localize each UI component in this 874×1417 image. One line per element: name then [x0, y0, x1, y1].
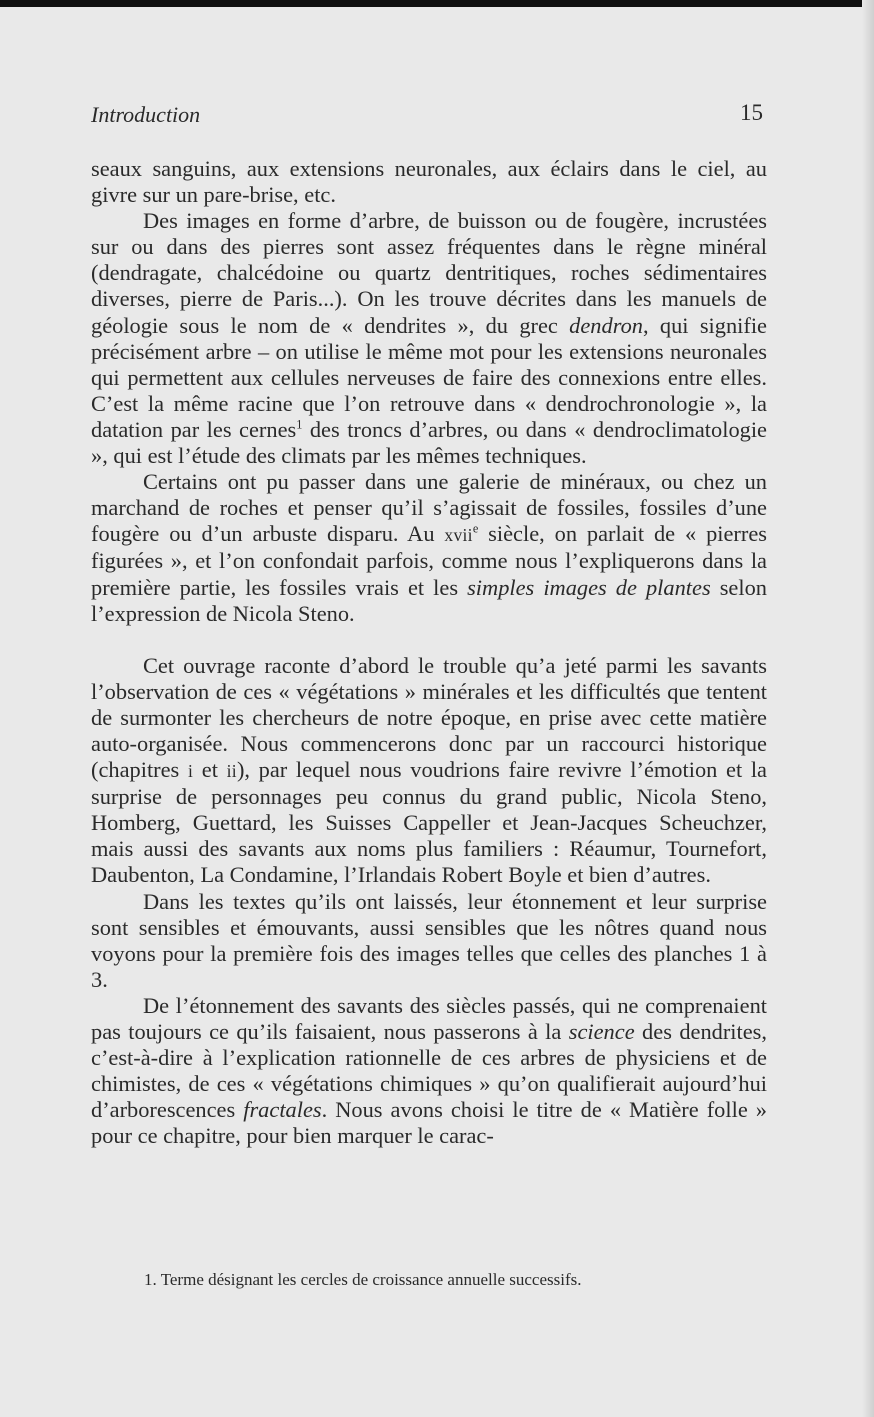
scan-top-border [0, 0, 874, 7]
italic-quote: simples images de plantes [467, 574, 711, 600]
page-header [91, 100, 763, 130]
text-run: ), par lequel nous voudrions faire revivre l’émotion et la surprise de personnages peu connus du grand public, Nicola Steno, Homberg, Guettard, les Suisses Cappeller et Jean-Jacques Scheuchzer, mais aussi des savants aux noms plus familiers : Réaumur, Tournefort, Daubenton, La Condamine, l’Irlandais Robert Boyle et bien d’autres. [91, 757, 767, 888]
page-number: 15 [740, 100, 763, 125]
text-run: , qui signifie précisément arbre – on utilise le même mot pour les extensions neuronales qui permettent aux cellules nerveuses de faire des connexions entre elles. C’est la même racine que l’on retrouve dans « dendrochronologie », la datation par les cernes [91, 312, 767, 442]
paragraph [91, 208, 767, 469]
text-run: des dendrites, c’est-à-dire à l’explication rationnelle de ces arbres de physiciens et de chimistes, de ces « végétations chimiques » qu’on qualifierait aujourd’hui d’arborescences [91, 1019, 767, 1123]
text-run: Des images en forme d’arbre, de buisson ou de fougère, incrustées sur ou dans des pierres sont assez fréquentes dans le règne minéral (dendragate, chalcédoine ou quartz dentritiques, roches sédimentaires diverses, pierre de Paris...). On les trouve décrites dans les manuels de géologie sous le nom de « dendrites », du grec [91, 208, 767, 338]
century-numeral: xvii [444, 525, 473, 546]
text-run: selon l’expression de Nicola Steno. [91, 574, 767, 626]
running-title: Introduction [91, 102, 201, 127]
chapter-numeral: i [187, 761, 194, 782]
text-run: des troncs d’arbres, ou dans « dendroclimatologie », qui est l’étude des climats par les mêmes techniques. [91, 416, 767, 469]
italic-term: science [568, 1019, 635, 1044]
footnote: 1. Terme désignant les cercles de croissance annuelle successifs. [144, 1270, 582, 1289]
footnote-ref[interactable]: 1 [296, 417, 303, 432]
text-run: . Nous avons choisi le titre de « Matière folle » pour ce chapitre, pour bien marquer le carac- [91, 1097, 767, 1149]
page-edge-shadow [862, 0, 874, 1417]
text-run: et [193, 757, 227, 783]
italic-term: fractales [243, 1097, 322, 1123]
text-run: De l’étonnement des savants des siècles passés, qui ne comprenaient pas toujours ce qu’ils faisaient, nous passerons à la [91, 992, 767, 1044]
text-run: Cet ouvrage raconte d’abord le trouble qu’a jeté parmi les savants l’observation de ces « végétations » minérales et les difficultés que tentent de surmonter les chercheurs de notre époque, en prise avec cette matière auto-organisée. Nous commencerons donc par un raccourci historique (chapitres [91, 652, 767, 783]
italic-term: dendron [569, 312, 643, 338]
paragraph [91, 469, 767, 627]
paragraph: seaux sanguins, aux extensions neuronales, aux éclairs dans le ciel, au givre sur un pare-brise, etc. [91, 156, 767, 208]
body-text [91, 156, 767, 1149]
paragraph [91, 993, 767, 1150]
ordinal-suffix: e [472, 521, 479, 536]
paragraph: Dans les textes qu’ils ont laissés, leur étonnement et leur surprise sont sensibles et émouvants, aussi sensibles que les nôtres quand nous voyons pour la première fois des images telles que celles des planches 1 à 3. [91, 888, 767, 992]
text-run: siècle, on parlait de « pierres figurées », et l’on confondait parfois, comme nous l’expliquerons dans la première partie, les fossiles vrais et les [91, 521, 767, 600]
chapter-numeral: ii [226, 761, 237, 782]
text-run: Certains ont pu passer dans une galerie de minéraux, ou chez un marchand de roches et penser qu’il s’agissait de fossiles, fossiles d’une fougère ou d’un arbuste disparu. Au [91, 469, 767, 547]
paragraph [91, 653, 767, 889]
